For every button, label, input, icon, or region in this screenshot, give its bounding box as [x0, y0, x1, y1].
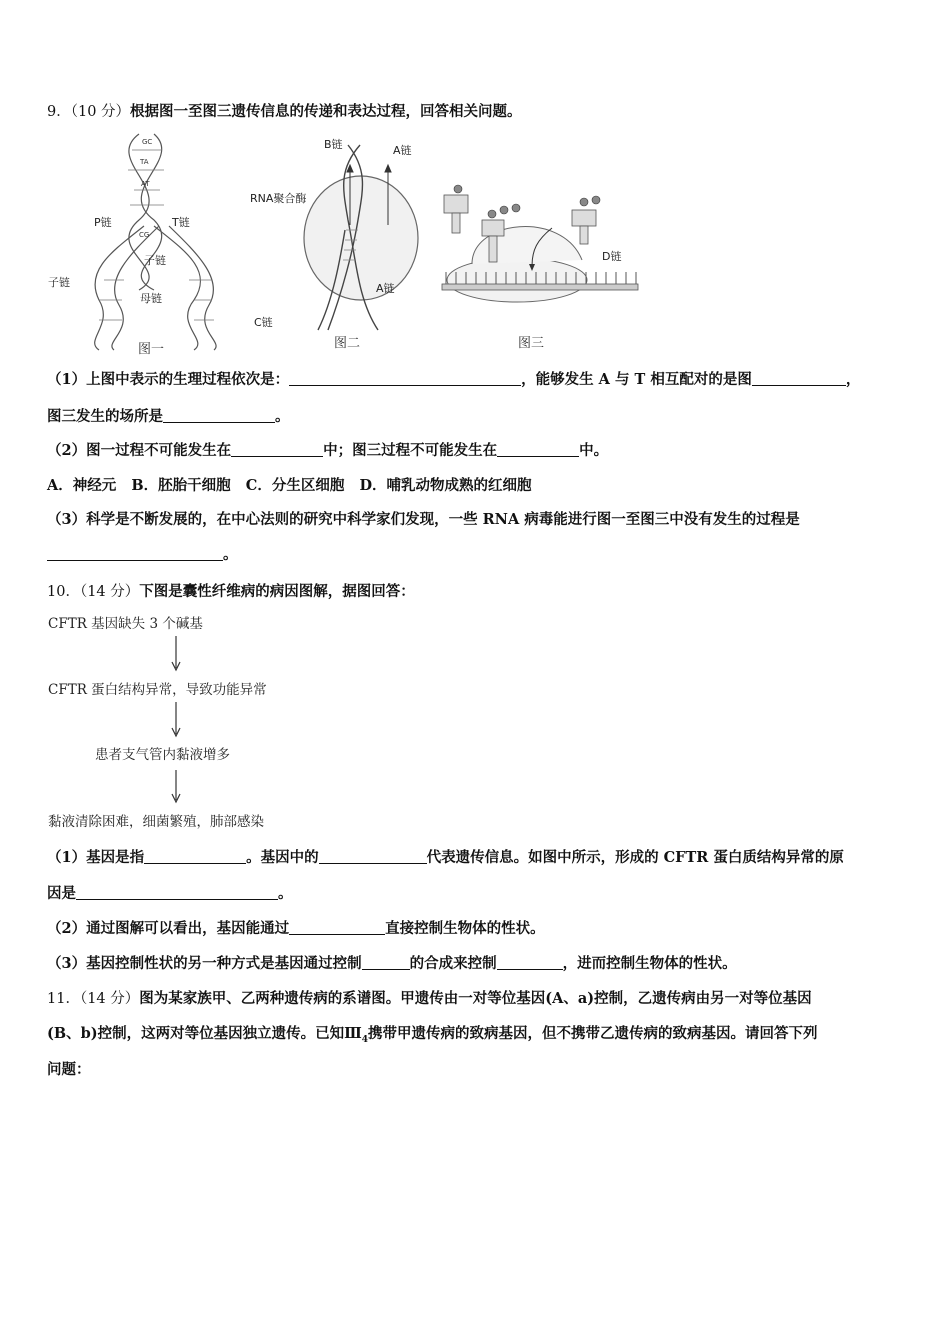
flow-step-2: CFTR 蛋白结构异常，导致功能异常	[48, 682, 267, 698]
figure-1-dna-replication	[44, 130, 244, 352]
fig1-label-zi-top: 子链	[144, 254, 166, 267]
fig2-label-rna-polymerase: RNA聚合酶	[250, 192, 307, 205]
q10-part1-line1: （1）基因是指 。基因中的 代表遗传信息。如图中所示，形成的 CFTR 蛋白质结构异常的原	[47, 849, 844, 866]
q11-number: 11．	[47, 991, 80, 1007]
q9-options: A．神经元 B．胚胎干细胞 C．分生区细胞 D．哺乳动物成熟的红细胞	[47, 477, 532, 494]
q10-blank-gene-def[interactable]	[144, 849, 246, 864]
q9-blank-location[interactable]	[163, 408, 275, 423]
q9-part2: （2）图一过程不可能发生在 中；图三过程不可能发生在 中。	[47, 442, 609, 459]
q9-blank-fig3-cell[interactable]	[497, 442, 579, 457]
figure-2-caption: 图二	[334, 336, 361, 351]
fig2-label-b: B链	[324, 138, 343, 151]
flow-arrows	[166, 630, 186, 810]
q9-score: （10 分）	[70, 104, 131, 120]
fig1-label-zi-left: 子链	[48, 276, 70, 289]
q9-blank-process[interactable]	[289, 371, 521, 386]
q9-part1-line1: （1）上图中表示的生理过程依次是： ，能够发生 A 与 T 相互配对的是图 ，	[47, 371, 861, 388]
q9-part3-line1: （3）科学是不断发展的，在中心法则的研究中科学家们发现，一些 RNA 病毒能进行图一至图三中没有发生的过程是	[47, 511, 800, 528]
fig2-label-a-bottom: A链	[376, 282, 395, 295]
q10-heading	[47, 582, 415, 602]
fig1-pair-at: AT	[141, 180, 150, 188]
q11-line1: 11．（14 分）图为某家族甲、乙两种遗传病的系谱图。甲遗传由一对等位基因(A、a)控制，乙遗传病由另一对等位基因	[47, 990, 812, 1007]
q10-blank-metabolism[interactable]	[497, 955, 563, 970]
fig3-label-d: D链	[602, 250, 622, 263]
q10-score: （14 分）	[79, 584, 140, 600]
q10-blank-reason[interactable]	[76, 885, 278, 900]
q10-number: 10．	[47, 584, 80, 600]
flow-step-3: 患者支气管内黏液增多	[95, 747, 230, 763]
q9-stem: 根据图一至图三遗传信息的传递和表达过程，回答相关问题。	[130, 103, 522, 120]
q10-part1-line2: 因是 。	[47, 885, 293, 902]
fig1-pair-cg: CG	[139, 231, 150, 239]
q10-part3: （3）基因控制性状的另一种方式是基因通过控制 的合成来控制 ，进而控制生物体的性状。	[47, 955, 737, 972]
fig1-label-t: T链	[172, 216, 190, 229]
q10-part2: （2）通过图解可以看出，基因能通过 直接控制生物体的性状。	[47, 920, 545, 937]
fig1-label-mu: 母链	[140, 292, 162, 305]
fig1-label-p: P链	[94, 216, 112, 229]
q11-line3: 问题：	[47, 1061, 91, 1078]
flow-step-4: 黏液清除困难，细菌繁殖，肺部感染	[48, 814, 264, 830]
fig1-pair-gc: GC	[142, 138, 153, 146]
q9-blank-figure[interactable]	[752, 371, 846, 386]
q10-stem: 下图是囊性纤维病的病因图解，据图回答：	[139, 583, 415, 600]
figure-3-caption: 图三	[518, 336, 545, 351]
q9-part1-line2: 图三发生的场所是 。	[47, 408, 290, 425]
q11-score: （14 分）	[79, 991, 140, 1007]
flow-step-1: CFTR 基因缺失 3 个碱基	[48, 616, 203, 632]
q9-blank-fig1-cell[interactable]	[231, 442, 323, 457]
q10-blank-control-way[interactable]	[289, 920, 385, 935]
figure-2-transcription	[248, 130, 438, 342]
figure-1-caption: 图一	[138, 342, 165, 357]
figure-3-translation	[432, 180, 642, 320]
q10-blank-enzyme[interactable]	[362, 955, 410, 970]
fig1-pair-ta: TA	[140, 158, 149, 166]
fig2-label-c: C链	[254, 316, 273, 329]
q9-blank-rna-virus[interactable]	[47, 546, 223, 561]
q9-heading	[47, 102, 522, 122]
q10-blank-genetic-info[interactable]	[319, 849, 427, 864]
q9-number: 9．	[47, 104, 71, 120]
fig2-label-a-top: A链	[393, 144, 412, 157]
q11-line2: (B、b)控制，这两对等位基因独立遗传。已知$Ⅲ_4$携带甲遗传病的致病基因，但不携带乙遗传病的致病基因。请回答下列	[47, 1025, 818, 1045]
q9-part3-line2: 。	[47, 545, 238, 565]
